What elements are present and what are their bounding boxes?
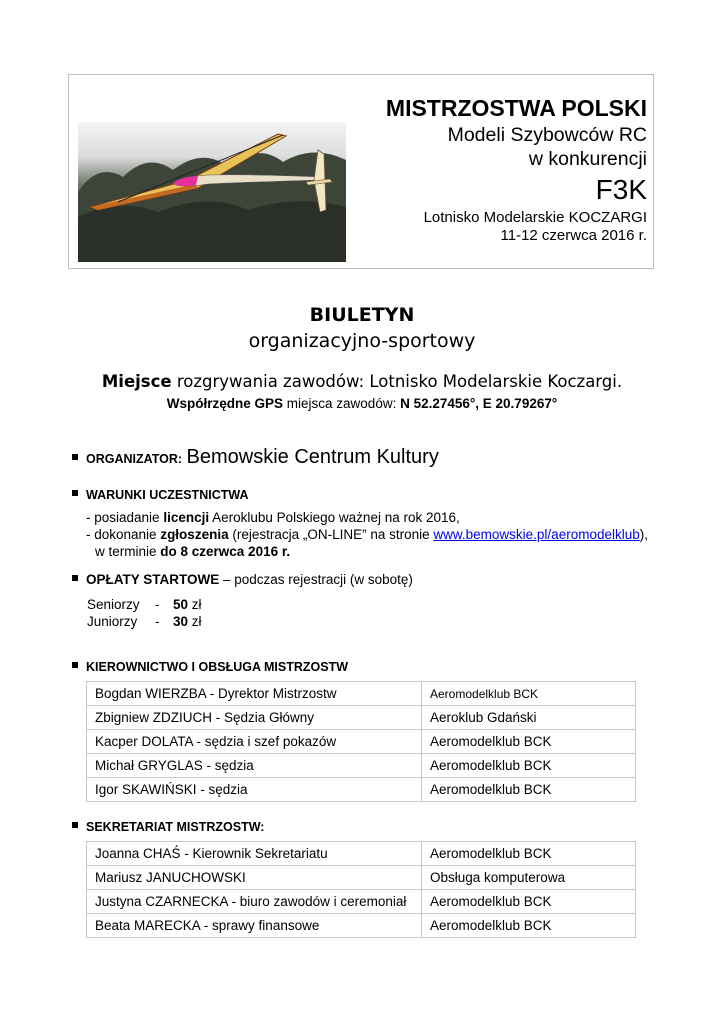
- fees-table: [87, 596, 202, 630]
- gps-text: miejsca zawodów:: [283, 396, 401, 411]
- table-row: [87, 890, 636, 914]
- table-row: [87, 682, 636, 706]
- fees-heading: [72, 572, 413, 587]
- condition-license: - posiadanie licencji Aeroklubu Polskiego ważnej na rok 2016,: [86, 510, 460, 525]
- staff-name: Michał GRYGLAS - sędzia: [87, 754, 422, 778]
- secretariat-heading: [72, 818, 264, 836]
- header-box: [68, 74, 654, 269]
- fees-note: – podczas rejestracji (w sobotę): [219, 572, 413, 587]
- glider-photo: [78, 122, 346, 262]
- table-row: [87, 778, 636, 802]
- gps-line: [0, 396, 724, 411]
- conditions-heading: [72, 486, 249, 504]
- table-row: [87, 754, 636, 778]
- staff-club: Aeromodelklub BCK: [422, 914, 636, 938]
- condition-registration: - dokonanie zgłoszenia (rejestracja „ON-LINE” na stronie www.bemowskie.pl/aeromodelklub),: [86, 527, 648, 542]
- bullet-icon: [72, 822, 78, 828]
- gps-label: Współrzędne GPS: [166, 396, 284, 411]
- staff-club: Aeromodelklub BCK: [422, 682, 636, 706]
- organizer-section: [72, 446, 439, 469]
- gps-coords: N 52.27456°, E 20.79267°: [400, 396, 558, 411]
- fee-row: Seniorzy - 50 zł: [87, 597, 202, 612]
- management-title: KIEROWNICTWO I OBSŁUGA MISTRZOSTW: [86, 660, 349, 674]
- secretariat-table: [86, 841, 636, 938]
- secretariat-title: SEKRETARIAT MISTRZOSTW:: [86, 820, 265, 834]
- registration-link[interactable]: www.bemowskie.pl/aeromodelklub: [433, 527, 640, 542]
- fees-title: OPŁATY STARTOWE: [86, 572, 220, 587]
- staff-name: Mariusz JANUCHOWSKI: [87, 866, 422, 890]
- staff-club: Aeromodelklub BCK: [422, 754, 636, 778]
- staff-name: Kacper DOLATA - sędzia i szef pokazów: [87, 730, 422, 754]
- bullet-icon: [72, 662, 78, 668]
- table-row: [87, 842, 636, 866]
- management-table: [86, 681, 636, 802]
- conditions-title: WARUNKI UCZESTNICTWA: [86, 488, 249, 502]
- event-title: MISTRZOSTWA POLSKI: [385, 95, 647, 121]
- staff-name: Beata MARECKA - sprawy finansowe: [87, 914, 422, 938]
- staff-name: Justyna CZARNECKA - biuro zawodów i ceremoniał: [87, 890, 422, 914]
- management-heading: [72, 658, 348, 676]
- event-dates: 11-12 czerwca 2016 r.: [500, 227, 647, 244]
- staff-club: Aeromodelklub BCK: [422, 730, 636, 754]
- bulletin-title: BIULETYN: [309, 304, 415, 326]
- table-row: [87, 730, 636, 754]
- staff-name: Igor SKAWIŃSKI - sędzia: [87, 778, 422, 802]
- table-row: [87, 866, 636, 890]
- table-row: [87, 914, 636, 938]
- table-row: [87, 706, 636, 730]
- bullet-icon: [72, 454, 78, 460]
- staff-club: Aeromodelklub BCK: [422, 842, 636, 866]
- header-text: [386, 93, 647, 245]
- staff-club: Aeroklub Gdański: [422, 706, 636, 730]
- place-line: [0, 372, 724, 391]
- place-text: rozgrywania zawodów: Lotnisko Modelarskie Koczargi.: [171, 372, 623, 391]
- organizer-label: ORGANIZATOR:: [86, 452, 183, 466]
- organizer-name: Bemowskie Centrum Kultury: [186, 446, 439, 468]
- staff-name: Zbigniew ZDZIUCH - Sędzia Główny: [87, 706, 422, 730]
- bullet-icon: [72, 490, 78, 496]
- bulletin-subtitle: organizacyjno-sportowy: [248, 330, 476, 352]
- place-label: Miejsce: [101, 372, 172, 391]
- staff-club: Aeromodelklub BCK: [422, 778, 636, 802]
- fee-row: Juniorzy - 30 zł: [87, 614, 202, 629]
- staff-club: Obsługa komputerowa: [422, 866, 636, 890]
- bullet-icon: [72, 575, 78, 581]
- event-venue: Lotnisko Modelarskie KOCZARGI: [423, 209, 647, 226]
- staff-name: Bogdan WIERZBA - Dyrektor Mistrzostw: [87, 682, 422, 706]
- event-subtitle-2: w konkurencji: [528, 148, 647, 170]
- event-subtitle-1: Modeli Szybowców RC: [447, 124, 647, 146]
- event-class: F3K: [595, 174, 647, 205]
- staff-name: Joanna CHAŚ - Kierownik Sekretariatu: [87, 842, 422, 866]
- staff-club: Aeromodelklub BCK: [422, 890, 636, 914]
- condition-deadline: w terminie do 8 czerwca 2016 r.: [95, 544, 291, 559]
- conditions-list: [86, 509, 648, 560]
